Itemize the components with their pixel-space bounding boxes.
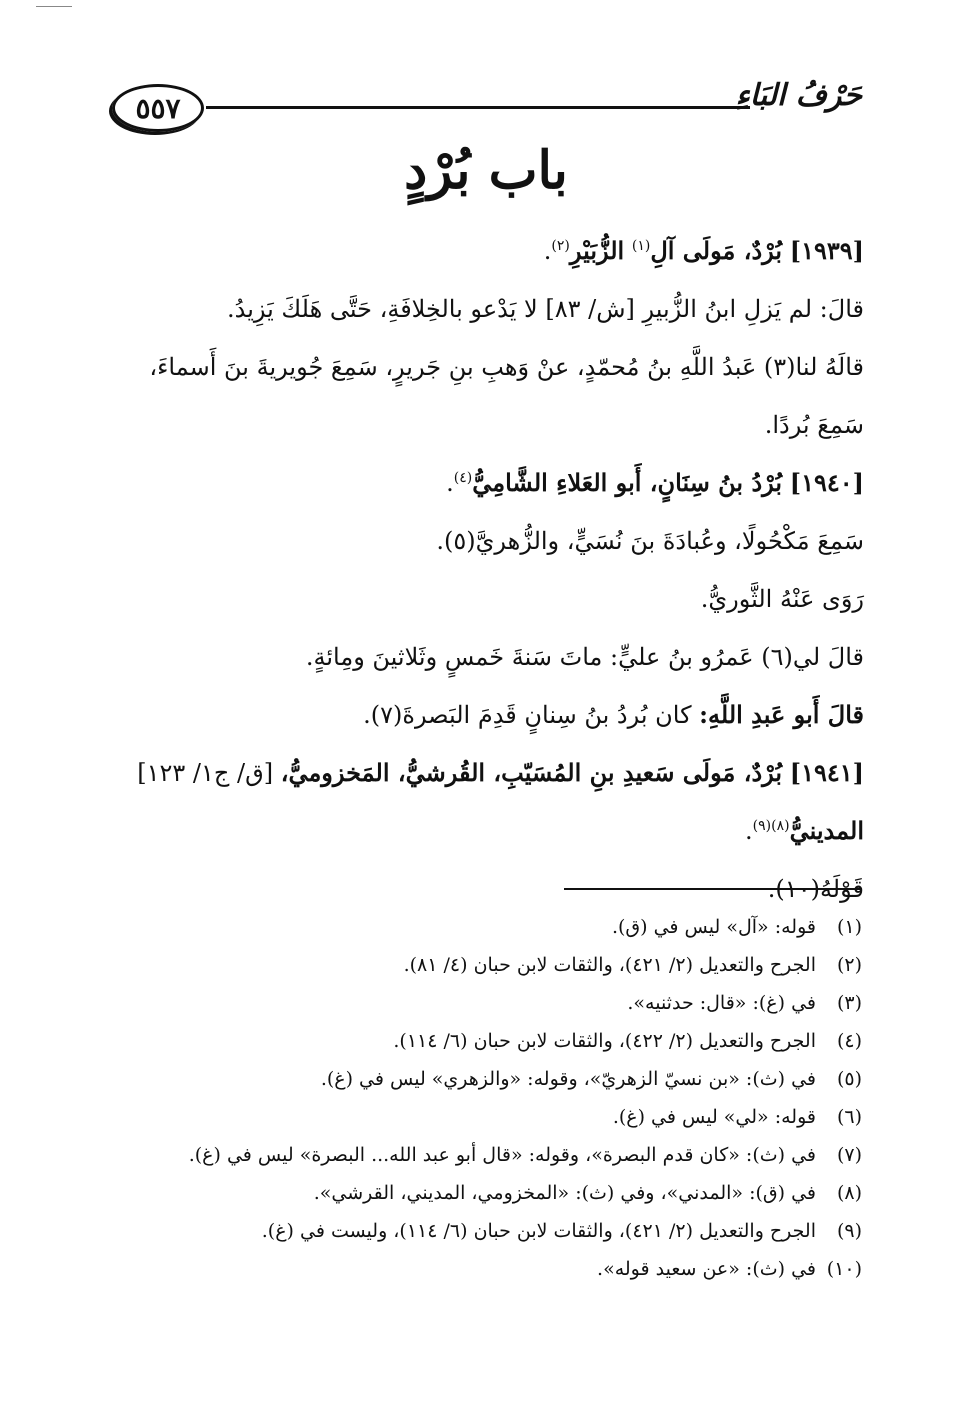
entry-line: قالَهُ لنا(٣) عَبدُ اللَّهِ بنُ مُحمّدٍ، عنْ وَهبِ بنِ جَريرٍ، سَمِعَ جُويريةَ بنَ أَسماءَ، سَمِعَ بُردًا.	[149, 353, 864, 439]
entry-heading	[110, 744, 864, 860]
chapter-name: حَرْفُ البَاءِ	[735, 78, 862, 113]
entry-heading	[110, 454, 864, 512]
entry-heading	[110, 222, 864, 280]
entry-name: بُرْدٌ، مَولَى آلِ	[650, 236, 783, 265]
footnote	[110, 1060, 862, 1098]
footnote-number: (٦)	[836, 1106, 862, 1128]
footnote-text: في (ث): «عن سعيد قوله».	[597, 1258, 816, 1280]
footnote-text: قوله: «لي» ليس في (غ).	[612, 1106, 816, 1128]
footnote-number: (٤)	[836, 1030, 862, 1052]
footnote-number: (٥)	[836, 1068, 862, 1090]
author-remark: قالَ أَبو عَبدِ اللَّهِ:	[699, 700, 864, 729]
footnote-text: الجرح والتعديل (٢/ ٤٢٢)، والثقات لابن حبان (٦/ ١١٤).	[393, 1030, 816, 1052]
footnote-number: (٨)	[836, 1182, 862, 1204]
footnote-number: (٧)	[836, 1144, 862, 1166]
footnote-number: (٣)	[836, 992, 862, 1014]
entry-line: قَوْلَهُ(١٠).	[767, 875, 864, 903]
footnote-number: (٢)	[836, 954, 862, 976]
entry-line: سَمِعَ مَكْحُولًا، وعُبادَةَ بنَ نُسَيٍّ، والزُّهريَّ(٥).	[436, 527, 864, 555]
footnote-text: قوله: «آل» ليس في (ق).	[611, 916, 816, 938]
entry-number: [١٩٣٩]	[789, 236, 864, 265]
author-remark-text: كان بُردُ بنُ سِنانٍ قَدِمَ البَصرةَ(٧).	[363, 701, 692, 729]
entry-number: [١٩٤٠]	[789, 468, 864, 497]
corner-mark	[36, 6, 72, 7]
footnote	[110, 1250, 862, 1288]
page-number-badge	[112, 84, 204, 132]
footnote-text: في (ث): «بن نسيّ الزهريّ»، وقوله: «والزهري» ليس في (غ).	[320, 1068, 816, 1090]
footnote	[110, 908, 862, 946]
footnote-text: الجرح والتعديل (٢/ ٤٢١)، والثقات لابن حبان (٤/ ٨١).	[403, 954, 816, 976]
entry-line: قالَ لي(٦) عَمرُو بنُ عليٍّ: ماتَ سَنةَ خَمسٍ وثَلاثينَ ومِائةٍ.	[305, 643, 864, 671]
footnote	[110, 1022, 862, 1060]
entry-name-rest: الزُّبَيْرِ	[569, 236, 625, 265]
entry-number: [١٩٤١]	[789, 758, 864, 787]
footnotes	[110, 908, 862, 1288]
main-text	[110, 222, 864, 918]
page-number: ٥٥٧	[135, 91, 181, 125]
entry-name: بُرْدٌ، مَولَى سَعيدِ بنِ المُسَيّبِ، القُرشيُّ، المَخزوميُّ،	[280, 758, 783, 787]
footnote	[110, 946, 862, 984]
entry-tail: .	[543, 237, 552, 265]
footnote-separator	[564, 888, 862, 890]
footnote	[110, 984, 862, 1022]
header-rule	[206, 106, 750, 109]
footnote	[110, 1098, 862, 1136]
section-title: باب بُرْدٍ	[404, 140, 568, 201]
footnote-number: (١٠)	[826, 1258, 862, 1280]
page-header	[112, 80, 862, 140]
footnote	[110, 1136, 862, 1174]
footnote-ref: (١)	[631, 238, 651, 254]
manuscript-ref: [ق/ ج١/ ١٢٣]	[137, 759, 274, 787]
entry-line: قالَ: لم يَزلِ ابنُ الزُّبيرِ [ش/ ٨٣] لا يَدْعو بالخِلافَةِ، حَتَّى هَلَكَ يَزِيدُ.	[226, 295, 864, 323]
footnote-text: في (ث): «كان قدم البصرة»، وقوله: «قال أبو عبد الله... البصرة» ليس في (غ).	[188, 1144, 816, 1166]
entry-tail: .	[745, 817, 753, 845]
footnote	[110, 1174, 862, 1212]
entry-name-cont: المدينيُّ	[789, 816, 864, 845]
entry-line	[110, 686, 864, 744]
footnote-text: الجرح والتعديل (٢/ ٤٢١)، والثقات لابن حبان (٦/ ١١٤)، وليست في (غ).	[261, 1220, 816, 1242]
entry-line: رَوَى عَنْهُ الثَّوريُّ.	[700, 585, 864, 613]
footnote-number: (١)	[836, 916, 862, 938]
footnote	[110, 1212, 862, 1250]
footnote-text: في (ق): «المدني»، وفي (ث): «المخزومي، المديني، القرشي».	[313, 1182, 816, 1204]
footnote-ref: (٤)	[453, 470, 473, 486]
footnote-ref: (٨)(٩)	[752, 818, 790, 834]
footnote-text: في (غ): «قال: حدثنيه».	[627, 992, 816, 1014]
footnote-number: (٩)	[836, 1220, 862, 1242]
footnote-ref: (٢)	[551, 238, 570, 254]
entry-tail: .	[446, 469, 454, 497]
entry-name: بُرْدُ بنُ سِنَانٍ، أَبو العَلاءِ الشَّامِيُّ	[472, 468, 783, 497]
